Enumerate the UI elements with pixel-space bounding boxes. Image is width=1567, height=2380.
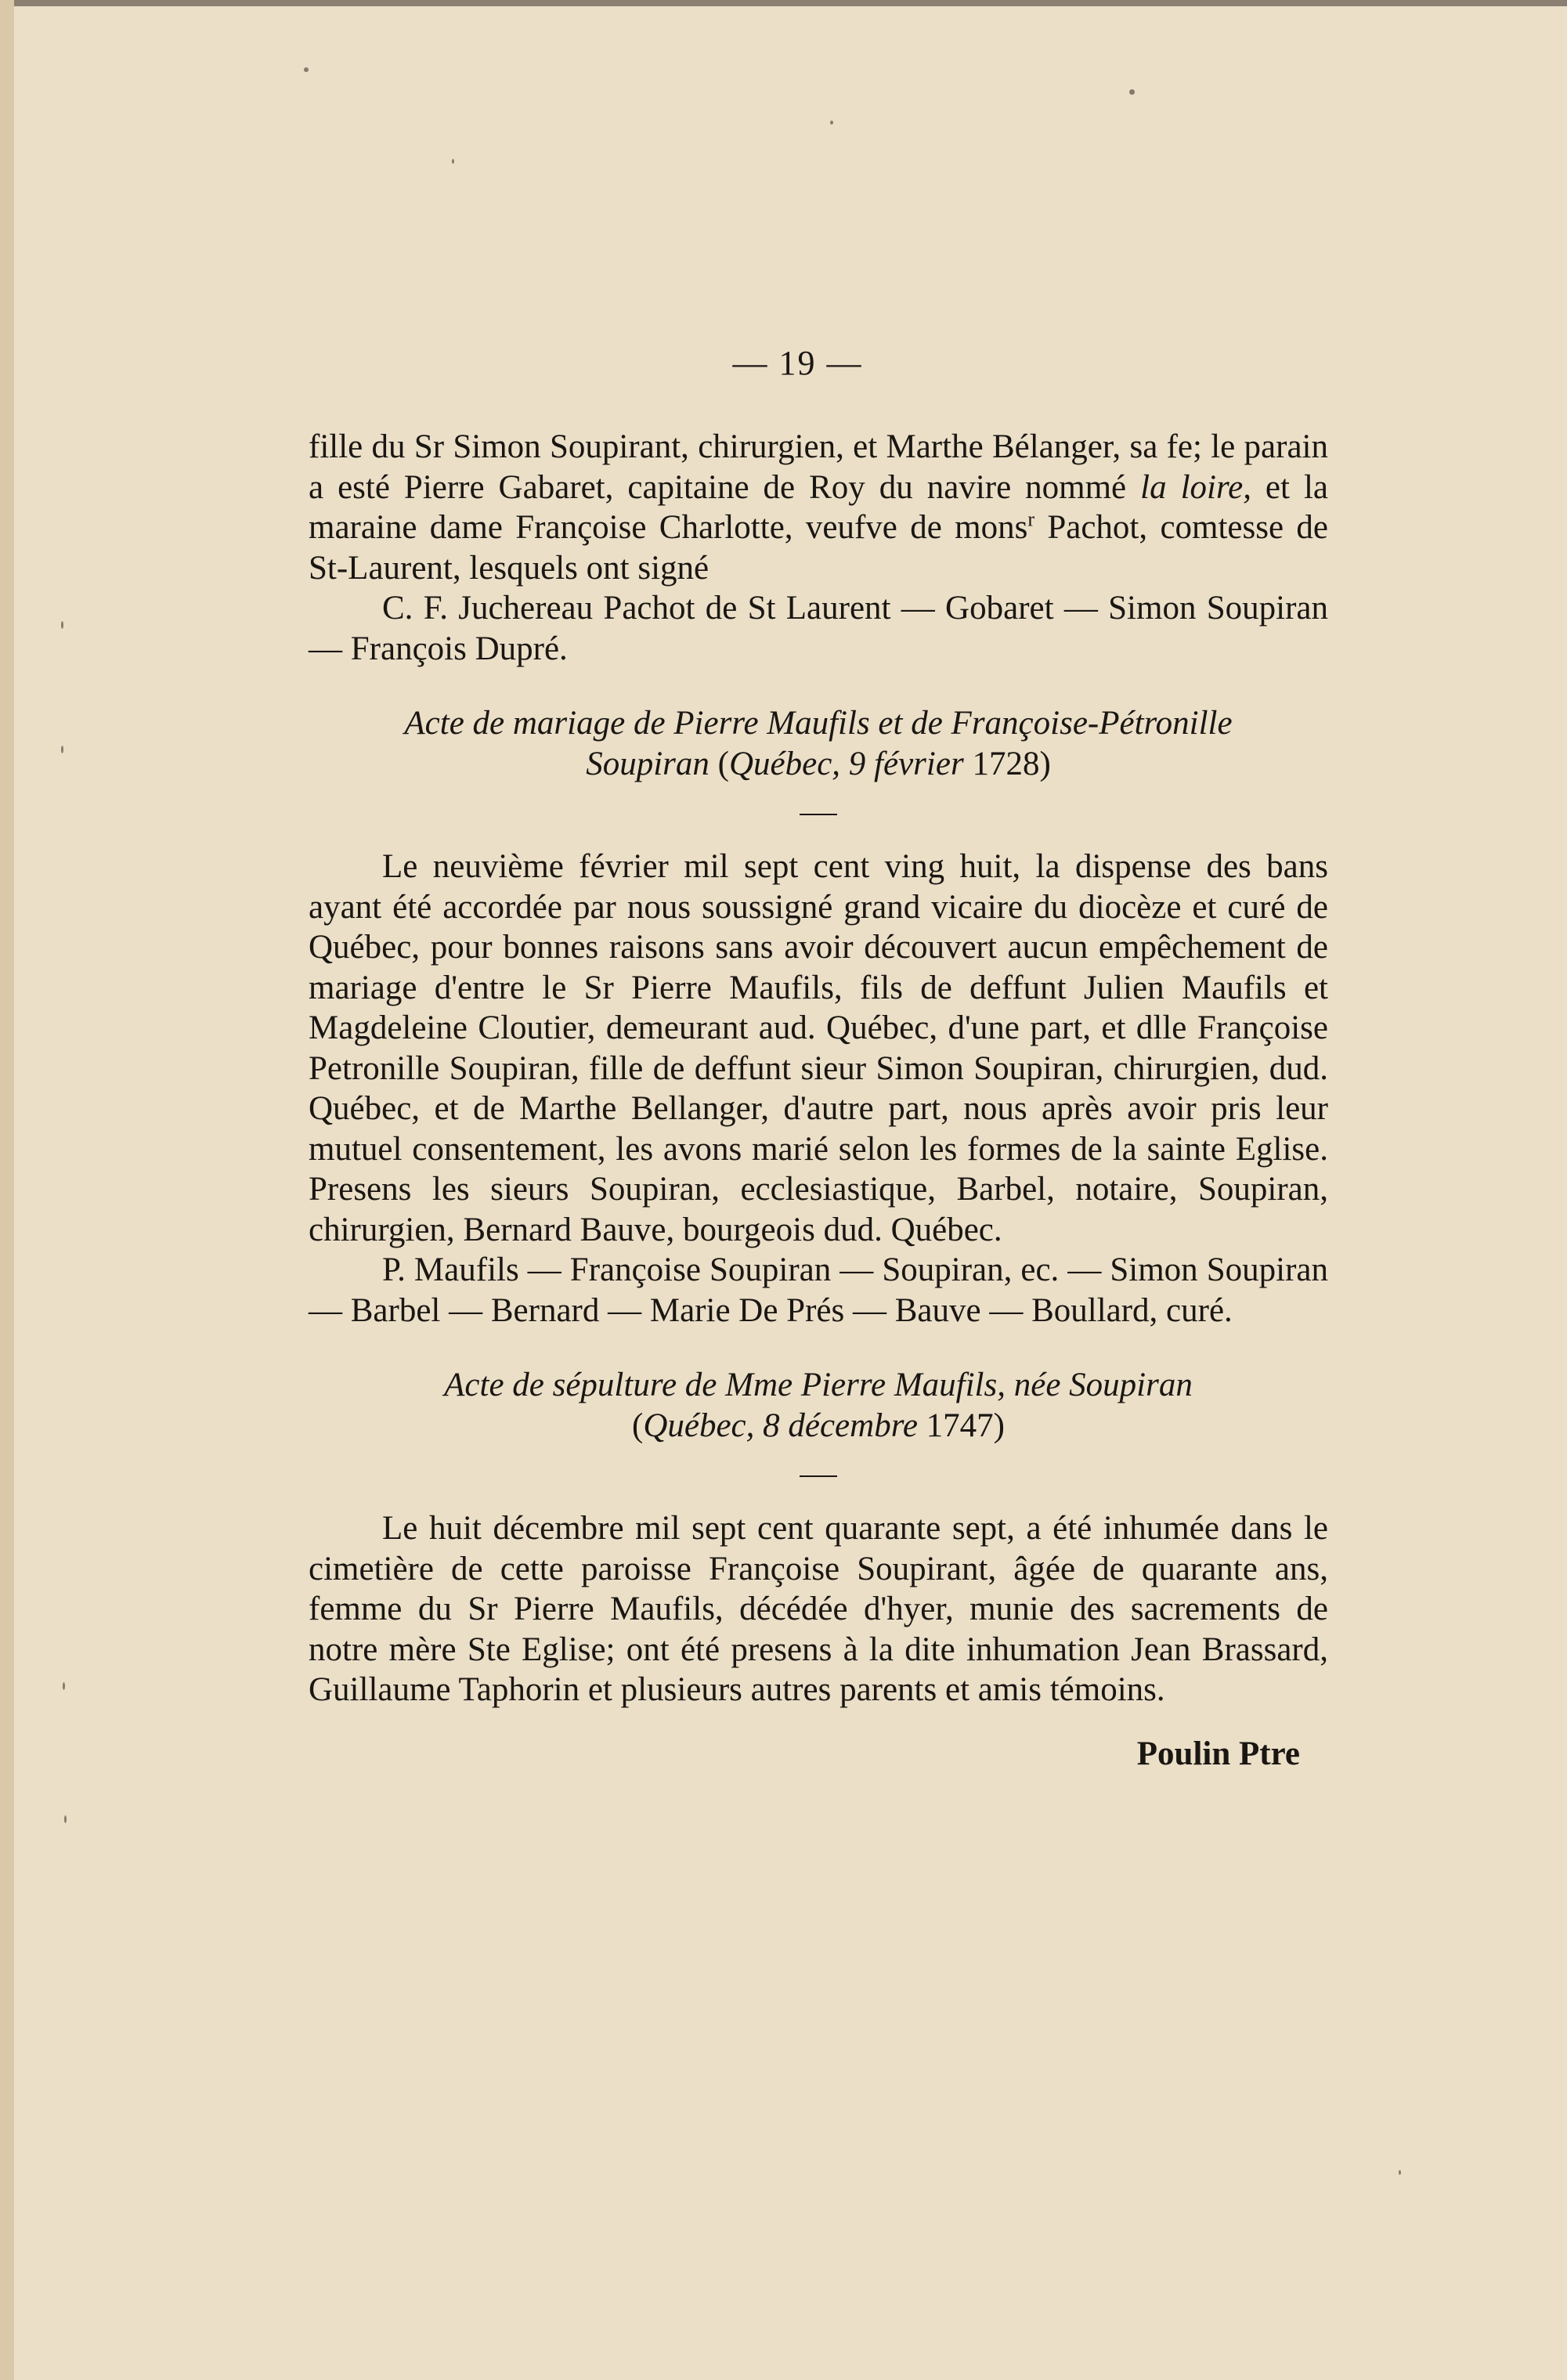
text-column (309, 427, 1328, 1774)
paper-speck (452, 159, 454, 164)
paper-speck (64, 1815, 67, 1823)
heading-marriage-place-date: Québec, 9 février (729, 745, 964, 782)
paragraph-baptism-continuation (309, 427, 1328, 588)
section-divider (800, 814, 837, 815)
paper-speck (304, 67, 309, 72)
heading-burial-act (309, 1365, 1328, 1446)
para1-text-b: et la maraine dame Françoise Charlotte, veufve de mons (309, 468, 1328, 546)
superscript-r: r (1027, 507, 1034, 531)
paper-speck (830, 121, 833, 125)
heading-marriage-line2 (309, 744, 1328, 785)
paragraph-burial: Le huit décembre mil sept cent quarante sept, a été inhumée dans le cimetière de cette paroisse Françoise Soupirant, âgée de quarante ans, femme du Sr Pierre Maufils, décédée d'hyer, munie des sacrements de notre mère Ste Eglise; ont été presens à la dite inhumation Jean Brassard, Guillaume Taphorin et plusieurs autres parents et amis témoins. (309, 1510, 1328, 1708)
paper-speck (1129, 89, 1135, 95)
heading-marriage-line1: Acte de mariage de Pierre Maufils et de Françoise-Pétronille (404, 705, 1233, 742)
paper-speck (61, 621, 63, 629)
signatures-baptism: C. F. Juchereau Pachot de St Laurent — Gobaret — Simon Soupiran — François Dupré. (309, 590, 1328, 667)
paper-speck (61, 746, 63, 753)
heading-marriage-open-paren: ( (717, 745, 729, 782)
heading-burial-open-paren: ( (632, 1407, 644, 1444)
paper-speck (63, 1682, 65, 1690)
ship-name: la loire, (1140, 468, 1251, 506)
heading-burial-place-date: Québec, 8 décembre (643, 1407, 918, 1444)
section-divider (800, 1475, 837, 1477)
page-number: — 19 — (732, 344, 863, 382)
heading-marriage-year: 1728) (972, 745, 1051, 782)
paragraph-marriage: Le neuvième février mil sept cent ving huit, la dispense des bans ayant été accordée par nous soussigné grand vicaire du diocèze et curé de Québec, pour bonnes raisons sans avoir découvert aucun empêchement de mariage d'entre le Sr Pierre Maufils, fils de deffunt Julien Maufils et Magdeleine Cloutier, demeurant aud. Québec, d'une part, et dlle Françoise Petronille Soupiran, fille de deffunt sieur Simon Soupiran, chirurgien, dud. Québec, et de Marthe Bellanger, d'autre part, nous après avoir pris leur mutuel consentement, les avons marié selon les formes de la sainte Eglise. Presens les sieurs Soupiran, ecclesiastique, Barbel, notaire, Soupiran, chirurgien, Bernard Bauve, bourgeois dud. Québec. (309, 848, 1328, 1248)
heading-burial-year: 1747) (926, 1407, 1005, 1444)
para1-text-a: fille du Sr Simon Soupirant, chirurgien, et Marthe Bélanger, sa fe; le parain a esté Pierre Gabaret, capitaine de Roy du navire nommé (309, 428, 1328, 506)
page-top-edge (14, 0, 1567, 6)
heading-burial-line2 (309, 1406, 1328, 1446)
heading-marriage-act (309, 703, 1328, 784)
signature-poulin: Poulin Ptre (1136, 1735, 1300, 1772)
paper-speck (1399, 2170, 1401, 2175)
para1-text-c: Pachot, comtesse de St-Laurent, lesquels ont signé (309, 509, 1328, 587)
signatures-marriage: P. Maufils — Françoise Soupiran — Soupiran, ec. — Simon Soupiran — Barbel — Bernard — Marie De Prés — Bauve — Boullard, curé. (309, 1251, 1328, 1329)
heading-burial-line1: Acte de sépulture de Mme Pierre Maufils, née Soupiran (444, 1367, 1193, 1403)
heading-marriage-surname: Soupiran (586, 745, 709, 782)
